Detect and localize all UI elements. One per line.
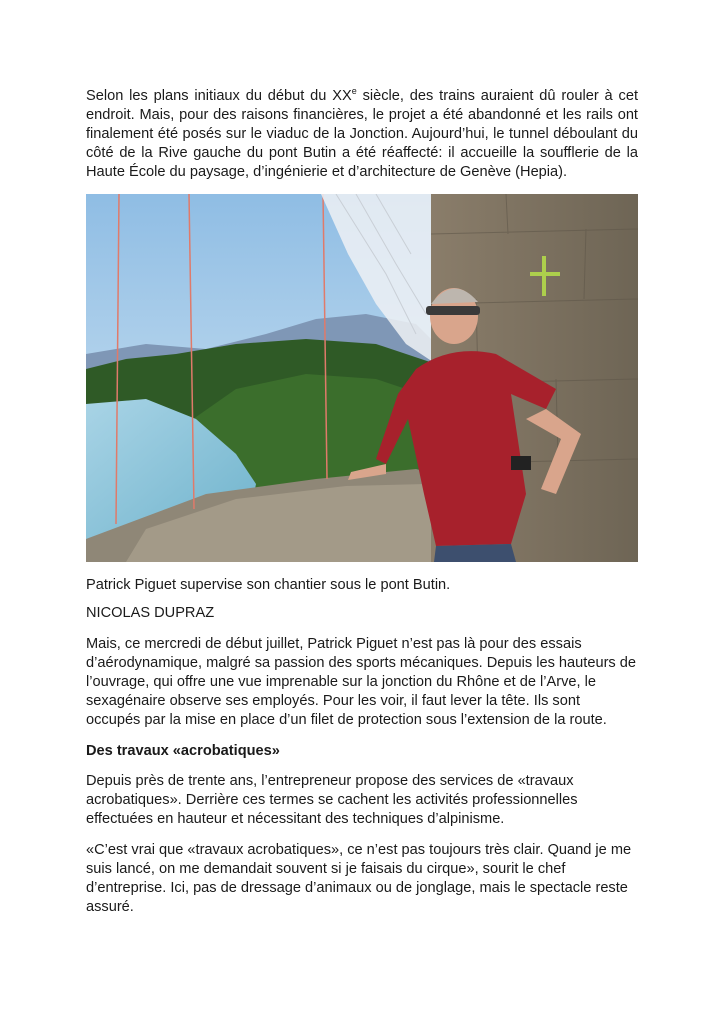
intro-paragraph — [86, 87, 638, 182]
century-superscript: e — [351, 86, 357, 97]
article-photo — [86, 194, 638, 562]
photo-credit: NICOLAS DUPRAZ — [86, 605, 215, 621]
section-heading: Des travaux «acrobatiques» — [86, 743, 280, 759]
body-paragraph-2: Mais, ce mercredi de début juillet, Patrick Piguet n’est pas là pour des essais d’aérodynamique, malgré sa passion des sports mécaniques. Depuis les hauteurs de l’ouvrage, qui offre une vue imprenable sur la jonction du Rhône et de l’Arve, le sexagénaire observe ses employés. Pour les voir, il faut lever la tête. Ils sont occupés par la mise en place d’un filet de protection sous l’extension de la route. — [86, 636, 637, 728]
article-page — [86, 87, 638, 929]
photo-illustration — [86, 194, 638, 562]
photo-caption: Patrick Piguet supervise son chantier sous le pont Butin. — [86, 577, 451, 593]
body-paragraph-4: «C’est vrai que «travaux acrobatiques», ce n’est pas toujours très clair. Quand je me suis lancé, on me demandait souvent si je faisais du cirque», sourit le chef d’entreprise. Ici, pas de dressage d’animaux ou de jonglage, mais le spectacle reste assuré. — [86, 842, 632, 915]
body-paragraph-3: Depuis près de trente ans, l’entrepreneur propose des services de «travaux acrobatiques». Derrière ces termes se cachent les activités professionnelles effectuées en hauteur et nécessitant des techniques d’alpinisme. — [86, 773, 578, 827]
intro-text-part1: Selon les plans initiaux du début du XX — [86, 88, 352, 104]
intro-text-part2: siècle, des trains auraient dû rouler à cet endroit. Mais, pour des raisons financières, le projet a été abandonné et les rails ont finalement été posés sur le viaduc de la Jonction. Aujourd’hui, le tunnel déboulant du côté de la Rive gauche du pont Butin a été réaffecté: il accueille la soufflerie de la Haute École du paysage, d’ingénierie et d’architecture de Genève (Hepia). — [86, 88, 638, 180]
